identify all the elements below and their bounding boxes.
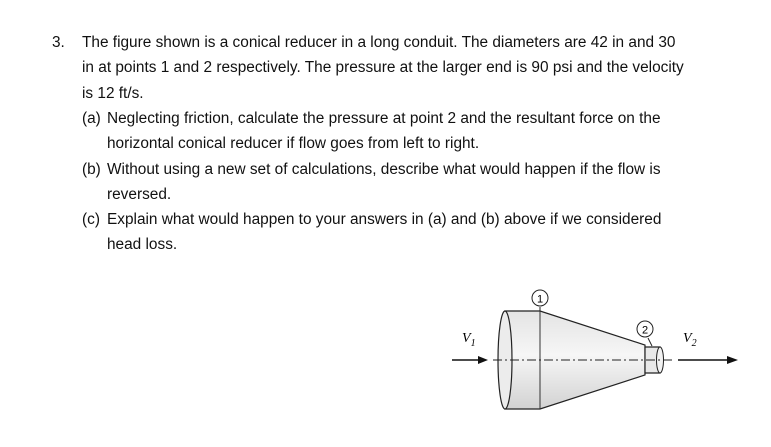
point-1-marker [532, 290, 548, 306]
point-2-marker [637, 321, 653, 337]
point-1-label: 1 [536, 293, 544, 306]
part-line: Neglecting friction, calculate the pressure at point 2 and the resultant force on the [107, 110, 661, 127]
part-line: Explain what would happen to your answers in (a) and (b) above if we considered [107, 211, 662, 228]
part-label: (c) [82, 211, 100, 228]
part-label: (a) [82, 110, 101, 127]
v1-label [462, 331, 476, 349]
v1-arrow [452, 356, 488, 364]
v2-letter: V [683, 331, 692, 346]
v1-letter: V [462, 331, 471, 346]
part-line: Without using a new set of calculations, describe what would happen if the flow is [107, 161, 661, 178]
v1-subscript: 1 [470, 338, 476, 349]
part-line: horizontal conical reducer if flow goes from left to right. [107, 135, 480, 152]
v2-label [683, 331, 697, 349]
part-line: reversed. [107, 186, 172, 203]
v2-arrow [678, 356, 738, 364]
part-label: (b) [82, 161, 101, 178]
point-2-leader [648, 338, 652, 346]
part-line: head loss. [107, 236, 178, 253]
intro-line: The figure shown is a conical reducer in a long conduit. The diameters are 42 in and 30 [82, 34, 676, 51]
intro-line: is 12 ft/s. [82, 85, 144, 102]
point-2-label: 2 [641, 324, 649, 337]
intro-line: in at points 1 and 2 respectively. The pressure at the larger end is 90 psi and the velocity [82, 59, 684, 76]
v2-subscript: 2 [691, 338, 697, 349]
problem-number: 3. [52, 34, 65, 51]
